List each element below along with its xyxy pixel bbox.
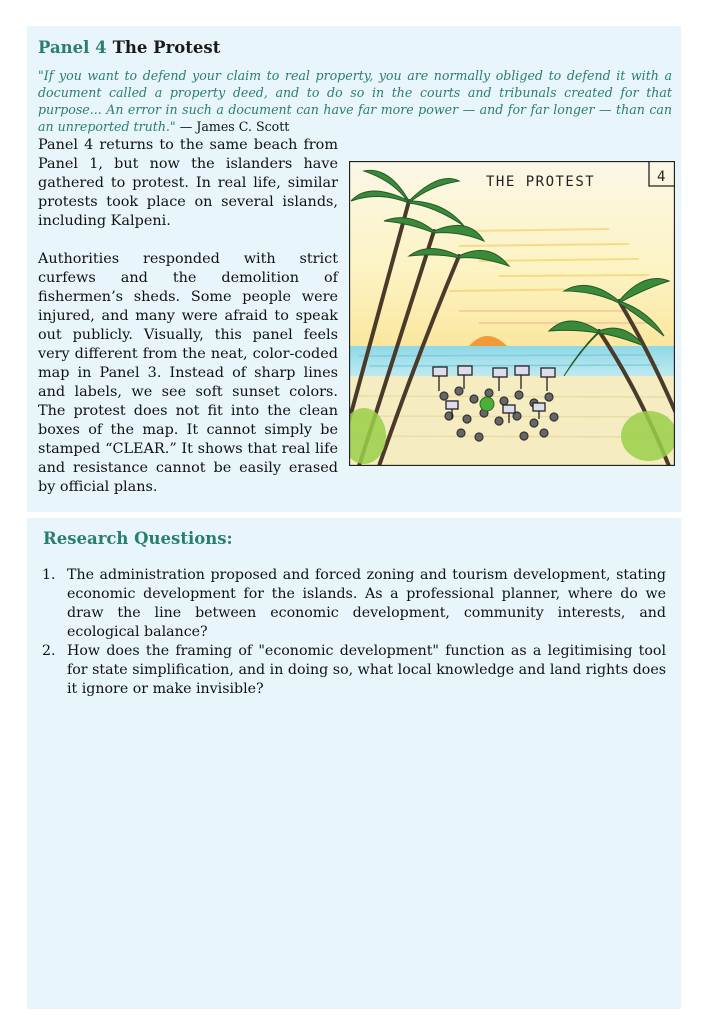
protest-drawing: [349, 161, 675, 466]
research-questions-list: [42, 566, 666, 699]
list-item-number: 1.: [42, 567, 56, 583]
list-item-text: How does the framing of "economic development" function as a legitimising tool for state simplification, and in doing so, what local knowledge and land rights does it ignore or make invisible?: [67, 643, 666, 697]
panel-number: Panel 4: [38, 38, 107, 57]
illustration-caption: THE PROTEST: [486, 174, 596, 190]
epigraph-quote: [38, 67, 672, 135]
list-item-text: The administration proposed and forced zoning and tourism development, stating economic development for the islands. As a professional planner, where do we draw the line between economic development, community interests, and ecological balance?: [67, 567, 666, 640]
list-item: [42, 566, 666, 642]
quote-author: — James C. Scott: [179, 119, 290, 134]
research-card: [27, 518, 681, 1009]
panel-title: The Protest: [112, 38, 221, 57]
panel-card: [27, 26, 681, 512]
list-item-number: 2.: [42, 643, 56, 659]
list-item: [42, 642, 666, 699]
protest-illustration: [349, 161, 675, 466]
body-paragraph: Authorities responded with strict curfews and the demolition of fishermen’s sheds. Some people were injured, and many were afraid to speak out publicly. Visually, this panel feels very different from the neat, color-coded map in Panel 3. Instead of sharp lines and labels, we see soft sunset colors. The protest does not fit into the clean boxes of the map. It cannot simply be stamped “CLEAR.” It shows that real life and resistance cannot be easily erased by official plans.: [38, 251, 338, 495]
panel-heading: [38, 38, 220, 57]
panel-body-text: [38, 136, 338, 516]
quote-text: "If you want to defend your claim to real property, you are normally obliged to defend it with a document called a property deed, and to do so in the courts and tribunals created for that purpose... An error in such a document can have far more power — and for far longer — than can an unreported truth.": [38, 68, 672, 134]
body-paragraph: Panel 4 returns to the same beach from Panel 1, but now the islanders have gathered to protest. In real life, similar protests took place on several islands, including Kalpeni.: [38, 137, 338, 229]
research-heading: Research Questions:: [43, 529, 233, 548]
illustration-number: 4: [657, 169, 666, 185]
